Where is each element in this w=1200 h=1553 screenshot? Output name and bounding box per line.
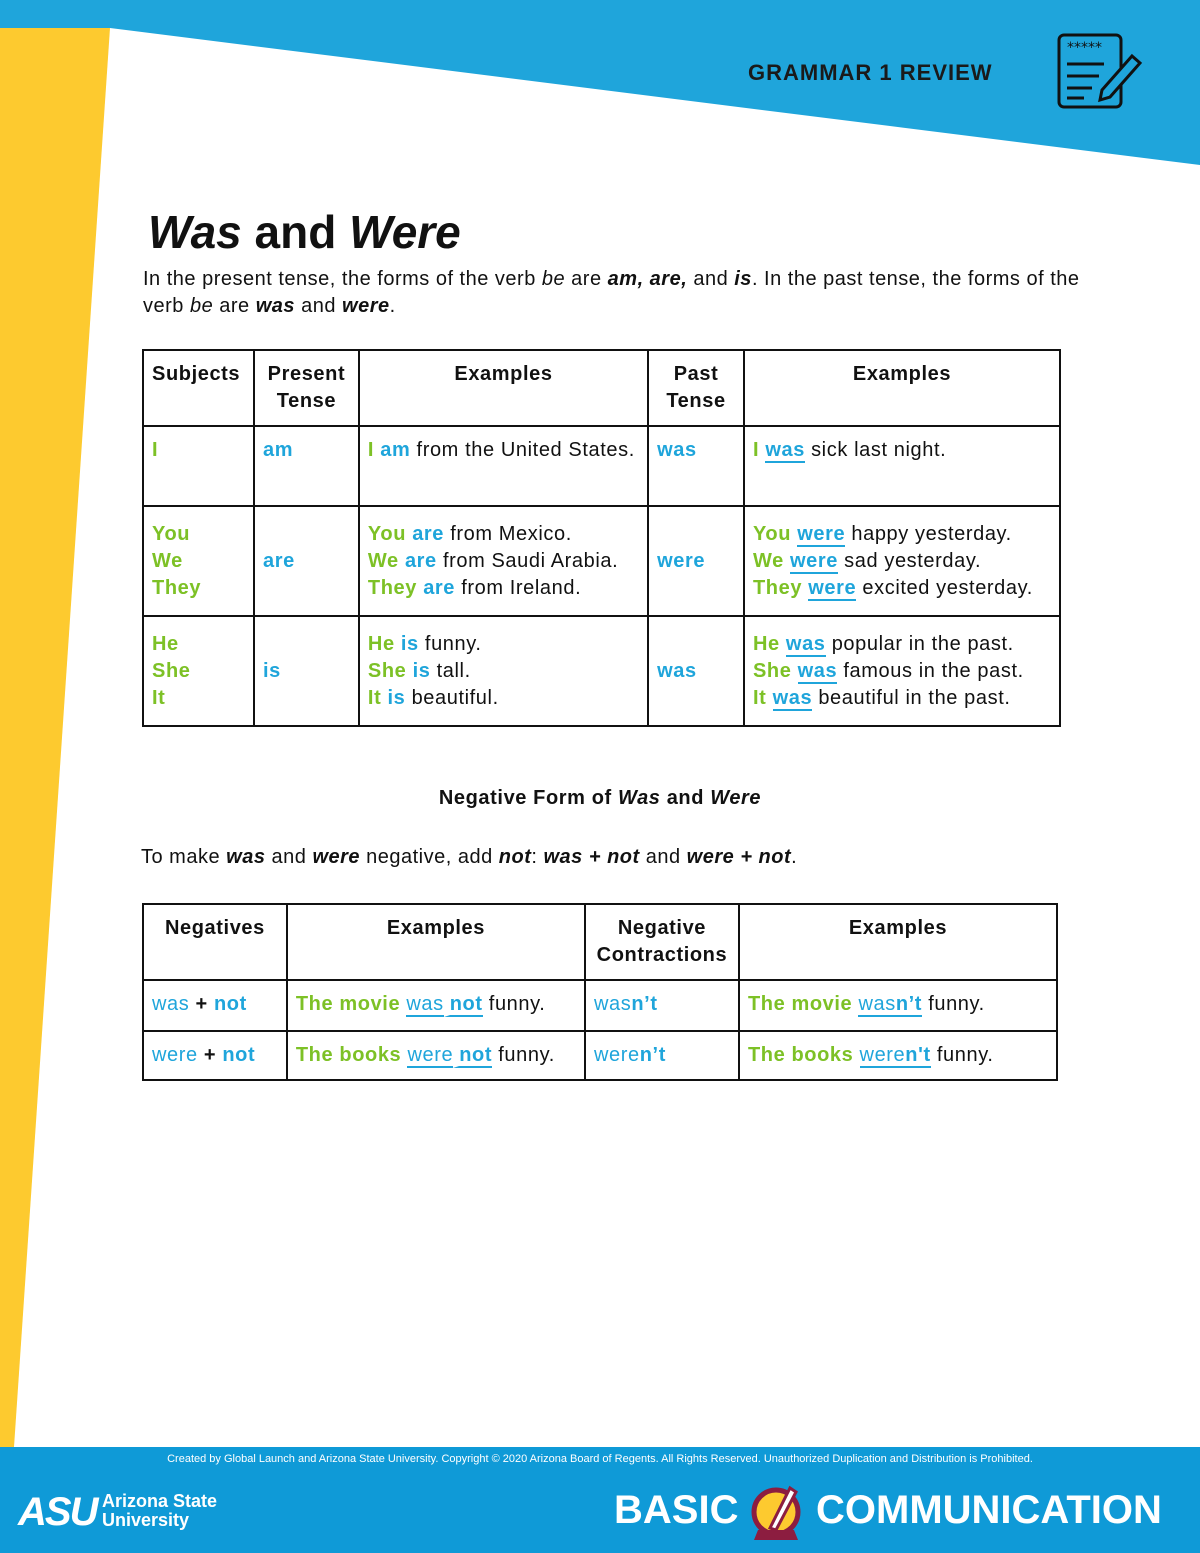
example-text: funny.	[418, 632, 482, 655]
example-line	[753, 575, 1051, 602]
example-line	[368, 658, 639, 685]
example-line	[368, 631, 639, 658]
contraction-example-cell	[739, 980, 1057, 1031]
example-subject: He	[367, 632, 395, 655]
intro-text: and	[639, 846, 687, 868]
example-verb: were	[808, 576, 857, 599]
example-not: not	[453, 1044, 492, 1068]
contraction-suffix: n’t	[631, 993, 658, 1015]
intro-text: was	[226, 846, 266, 868]
example-verb: is	[412, 659, 431, 682]
example-subject: I	[752, 439, 760, 461]
present-verb: am	[262, 439, 294, 461]
example-subject: The movie	[295, 993, 401, 1015]
brand-basic: BASIC	[614, 1488, 739, 1532]
intro-text: and	[295, 295, 343, 317]
intro-text: .	[389, 295, 396, 317]
intro-text: is	[734, 268, 752, 290]
intro-text: . In the past tense, the forms of the verb	[143, 268, 1080, 317]
example-text: popular in the past.	[825, 632, 1014, 655]
example-subject: She	[752, 659, 792, 682]
example-verb: are	[423, 576, 456, 599]
subject-cell	[143, 506, 254, 616]
plus-sign: +	[189, 993, 214, 1015]
negative-cell	[143, 1031, 287, 1080]
example-verb: was	[772, 686, 813, 709]
subject-cell	[143, 616, 254, 726]
table-row	[143, 980, 1057, 1031]
present-verb: is	[262, 659, 281, 682]
example-subject: I	[367, 439, 375, 461]
svg-text:*****: *****	[1067, 40, 1102, 56]
example-cell	[359, 506, 648, 616]
contraction-base: was	[593, 993, 632, 1015]
past-example-cell	[744, 616, 1060, 726]
table-row	[143, 506, 1060, 616]
title-was: Was	[148, 206, 242, 258]
example-verb: was	[765, 439, 805, 461]
table-header-row	[143, 904, 1057, 980]
example-line	[368, 521, 639, 548]
example-text: excited yesterday.	[856, 576, 1033, 599]
table-row	[143, 1031, 1057, 1080]
present-verb: are	[262, 549, 295, 572]
verb: was	[152, 993, 190, 1015]
brand-communication: COMMUNICATION	[816, 1488, 1162, 1532]
example-cell	[359, 426, 648, 506]
example-verb: were	[859, 1044, 906, 1066]
col-header-negatives: Negatives	[143, 904, 287, 980]
negatives-table	[142, 903, 1058, 1081]
example-subject: She	[367, 659, 407, 682]
subject: We	[152, 549, 183, 572]
heading-text: Was	[617, 787, 661, 809]
col-header-examples: Examples	[287, 904, 585, 980]
heading-text: Negative Form of	[438, 787, 618, 809]
example-not: not	[444, 993, 483, 1017]
col-header-subjects: Subjects	[143, 350, 254, 426]
present-cell	[254, 506, 359, 616]
subject-cell	[143, 426, 254, 506]
intro-text: were	[312, 846, 361, 868]
past-cell	[648, 616, 744, 726]
contraction-suffix: n’t	[639, 1044, 666, 1066]
plus-sign: +	[197, 1044, 223, 1066]
intro-text: To make	[141, 846, 227, 868]
example-suffix: n't	[905, 1044, 931, 1066]
past-cell	[648, 426, 744, 506]
example-verb: are	[404, 549, 437, 572]
example-cell	[359, 616, 648, 726]
intro-text: was	[255, 295, 296, 317]
review-notepad-icon	[1054, 30, 1144, 110]
past-example-cell	[744, 506, 1060, 616]
example-text: funny.	[482, 993, 546, 1015]
example-line	[368, 575, 639, 602]
table-row	[143, 616, 1060, 726]
subject: It	[152, 686, 166, 709]
example-text: funny.	[922, 993, 985, 1015]
example-verb: is	[387, 686, 406, 709]
example-verb: was	[406, 993, 444, 1015]
subject: I	[152, 439, 159, 461]
quill-seal-icon	[740, 1478, 812, 1548]
past-verb: were	[657, 549, 706, 572]
example-line	[753, 548, 1051, 575]
example-line	[753, 521, 1051, 548]
negative-intro	[141, 846, 797, 869]
example-subject: You	[752, 522, 792, 545]
col-header-examples: Examples	[744, 350, 1060, 426]
negative-heading	[0, 787, 1200, 810]
asu-name-line: University	[102, 1510, 190, 1530]
not-word: not	[213, 993, 247, 1015]
example-subject: You	[367, 522, 407, 545]
intro-text: was + not	[543, 846, 640, 868]
intro-text: are	[213, 295, 256, 317]
example-subject: The movie	[747, 993, 853, 1015]
example-text: from Mexico.	[444, 522, 572, 545]
intro-text: :	[531, 846, 544, 868]
example-verb: is	[400, 632, 419, 655]
example-text: happy yesterday.	[845, 522, 1012, 545]
col-header-negative-contractions: Negative Contractions	[585, 904, 739, 980]
example-subject: It	[367, 686, 382, 709]
col-header-examples: Examples	[359, 350, 648, 426]
title-and: and	[241, 206, 350, 258]
asu-name-line: Arizona State	[102, 1491, 218, 1511]
not-word: not	[222, 1044, 256, 1066]
header-label: GRAMMAR 1 REVIEW	[748, 60, 993, 85]
intro-text: negative, add	[360, 846, 499, 868]
example-subject: We	[367, 549, 399, 572]
example-text: from Saudi Arabia.	[436, 549, 619, 572]
footer-copyright: Created by Global Launch and Arizona State University. Copyright © 2020 Arizona Board of Regents. All Rights Reserved. Unauthorized Duplication and Distribution is Prohibited.	[167, 1453, 1033, 1465]
example-line	[753, 631, 1051, 658]
example-subject: They	[752, 576, 803, 599]
past-cell	[648, 506, 744, 616]
example-verb: were	[797, 522, 846, 545]
example-subject: It	[752, 686, 767, 709]
example-verb: are	[412, 522, 445, 545]
example-subject: He	[752, 632, 780, 655]
subject: They	[152, 576, 202, 599]
subject: You	[152, 522, 191, 545]
example-line	[753, 658, 1051, 685]
contraction-example-cell	[739, 1031, 1057, 1080]
subject: She	[152, 659, 191, 682]
example-line	[368, 548, 639, 575]
intro-text: be	[189, 295, 214, 317]
be-forms-table	[142, 349, 1061, 727]
contraction-cell	[585, 980, 739, 1031]
left-yellow-stripe	[0, 28, 110, 1447]
intro-text: am, are,	[607, 268, 688, 290]
intro-text: be	[541, 268, 566, 290]
example-cell	[287, 1031, 585, 1080]
example-suffix: n’t	[895, 993, 923, 1015]
example-text: from the United States.	[410, 439, 635, 461]
example-subject: The books	[295, 1044, 402, 1066]
example-text: funny.	[930, 1044, 994, 1066]
intro-text: are	[565, 268, 608, 290]
example-verb: was	[785, 632, 826, 655]
intro-text: were	[342, 295, 390, 317]
intro-text: and	[265, 846, 313, 868]
past-verb: was	[657, 659, 697, 682]
example-text: beautiful.	[405, 686, 499, 709]
title-were: Were	[349, 206, 461, 258]
past-verb: was	[657, 439, 697, 461]
example-text: from Ireland.	[455, 576, 582, 599]
past-example-cell	[744, 426, 1060, 506]
example-verb: am	[380, 439, 411, 461]
asu-name	[102, 1492, 217, 1530]
example-line	[368, 685, 639, 712]
col-header-present-tense: Present Tense	[254, 350, 359, 426]
example-verb: were	[789, 549, 838, 572]
example-text: sad yesterday.	[837, 549, 982, 572]
intro-text: .	[791, 846, 798, 868]
header-blue-band	[0, 0, 1200, 165]
example-verb: were	[407, 1044, 454, 1066]
present-cell	[254, 616, 359, 726]
example-line	[753, 685, 1051, 712]
present-cell	[254, 426, 359, 506]
contraction-base: were	[593, 1044, 640, 1066]
contraction-cell	[585, 1031, 739, 1080]
intro-text: were + not	[686, 846, 792, 868]
example-text: famous in the past.	[837, 659, 1024, 682]
example-text: funny.	[492, 1044, 555, 1066]
col-header-past-tense: Past Tense	[648, 350, 744, 426]
subject: He	[152, 632, 179, 655]
heading-text: Were	[710, 787, 762, 809]
verb: were	[152, 1044, 198, 1066]
table-header-row	[143, 350, 1060, 426]
example-cell	[287, 980, 585, 1031]
example-subject: The books	[747, 1044, 854, 1066]
example-verb: was	[858, 993, 896, 1015]
intro-paragraph	[143, 266, 1123, 320]
table-row	[143, 426, 1060, 506]
example-text: sick last night.	[804, 439, 947, 461]
example-subject: They	[367, 576, 418, 599]
negative-cell	[143, 980, 287, 1031]
col-header-examples: Examples	[739, 904, 1057, 980]
example-text: tall.	[430, 659, 471, 682]
heading-text: and	[660, 787, 711, 809]
intro-text: In the present tense, the forms of the verb	[143, 268, 542, 290]
example-text: beautiful in the past.	[812, 686, 1011, 709]
intro-text: not	[498, 846, 532, 868]
example-verb: was	[797, 659, 838, 682]
intro-text: and	[687, 268, 735, 290]
asu-logo: ASU	[18, 1490, 97, 1534]
example-subject: We	[752, 549, 784, 572]
page-title	[148, 205, 461, 259]
